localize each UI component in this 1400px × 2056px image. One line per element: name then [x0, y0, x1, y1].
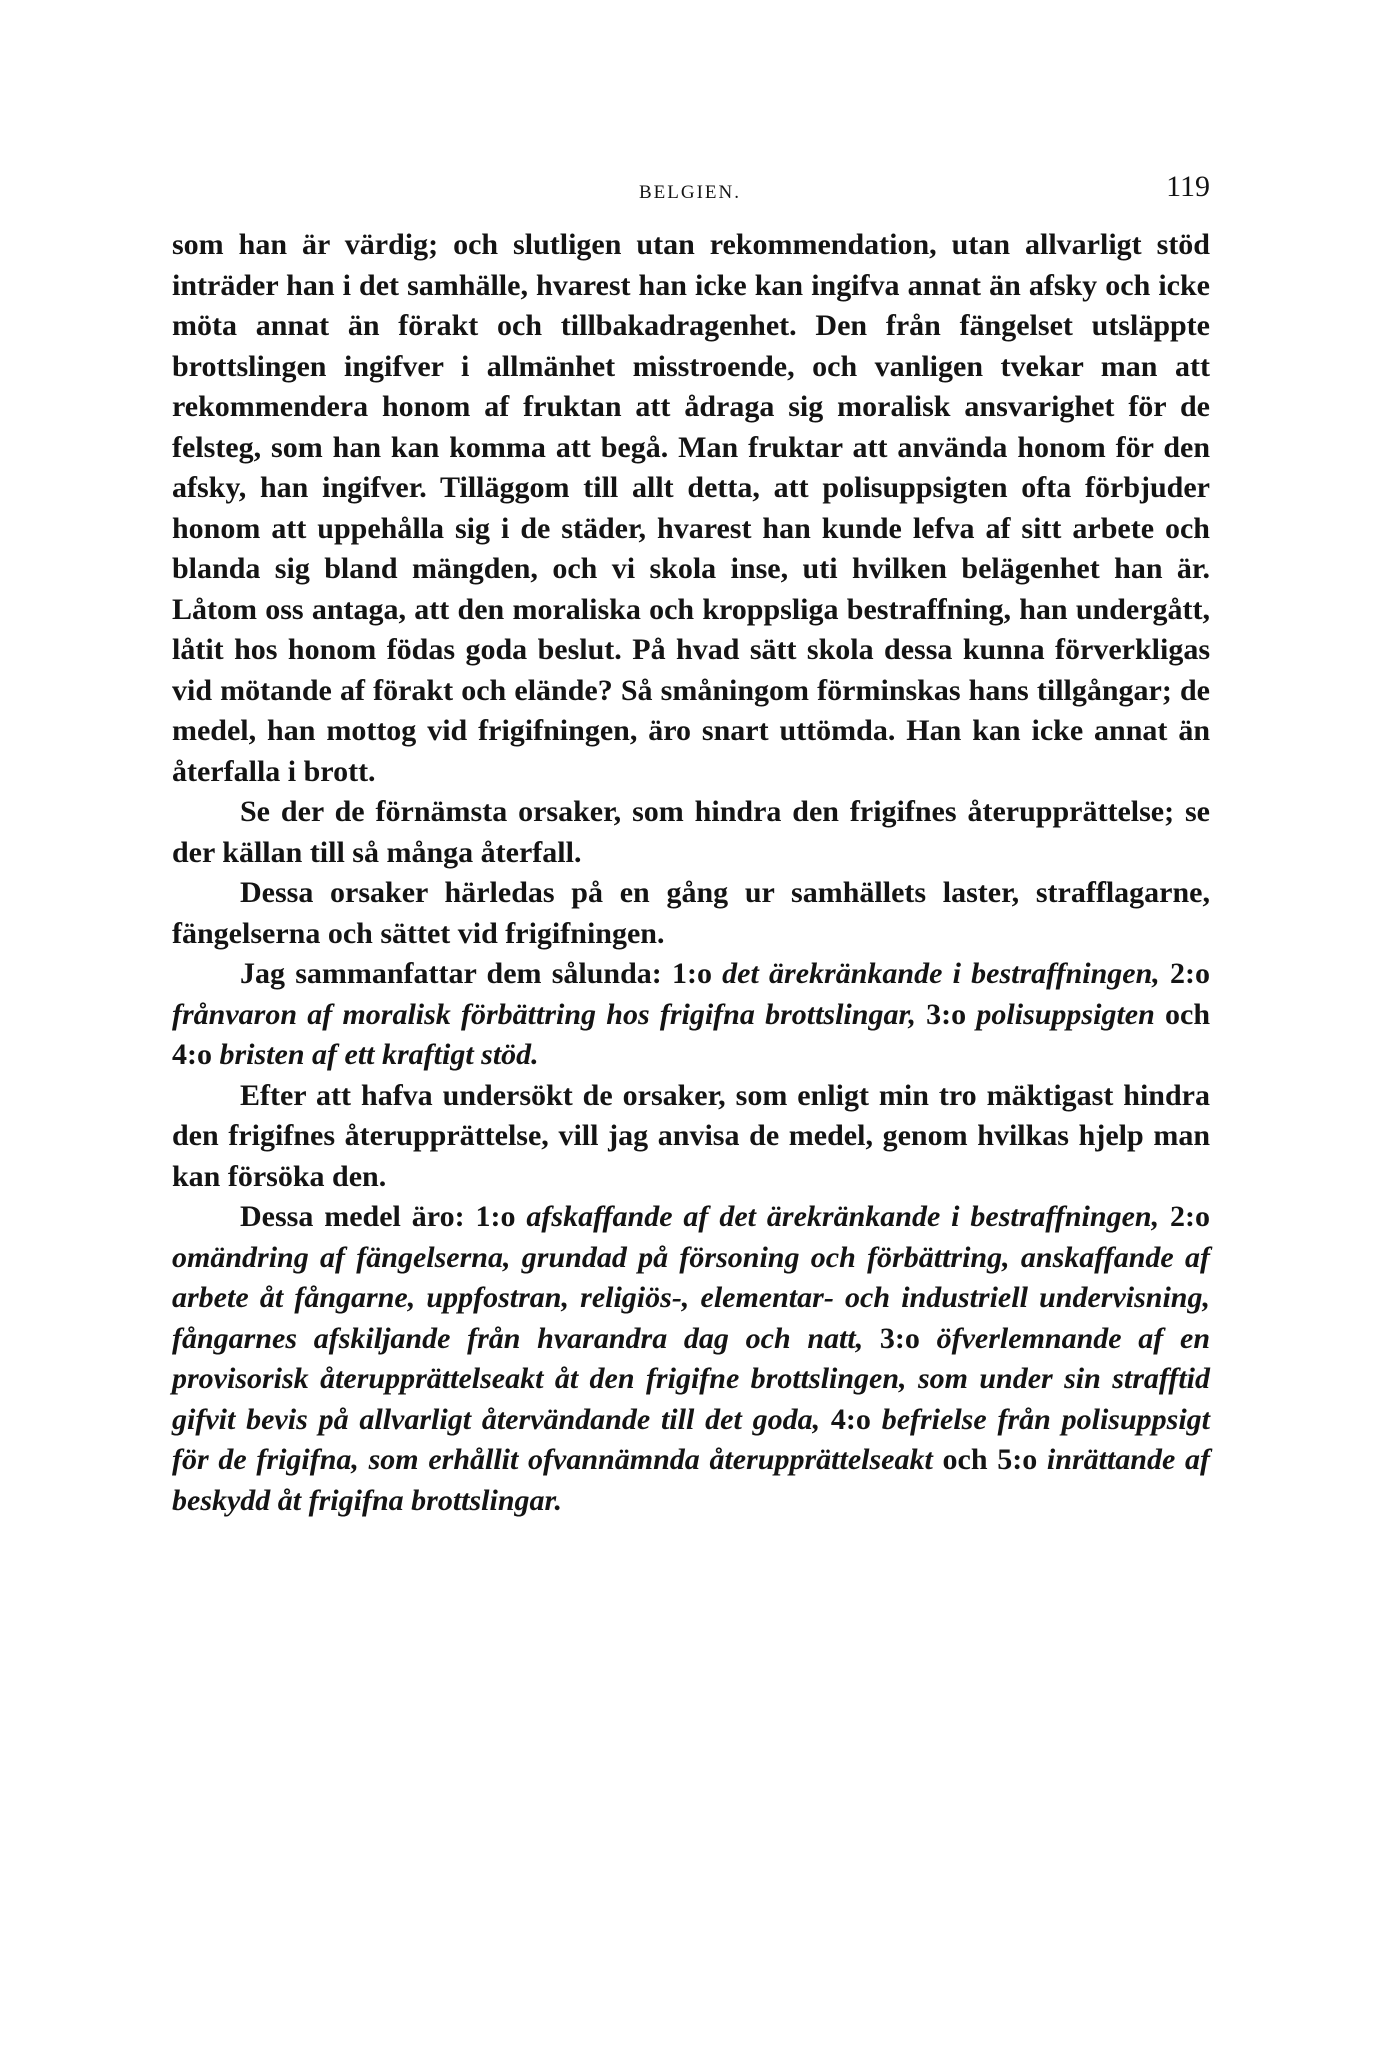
body-text	[172, 225, 1210, 1521]
paragraph-text: som han är värdig; och slutligen utan rekommendation, utan allvarligt stöd inträder han i det samhälle, hvarest han icke kan ingifva annat än afsky och icke möta annat än förakt och tillbakadragenhet. Den från fängelset utsläppte brottslingen ingifver i allmänhet misstroende, och vanligen tvekar man att rekommendera honom af fruktan att ådraga sig moralisk ansvarighet för de felsteg, som han kan komma att begå. Man fruktar att använda honom för den afsky, han ingifver. Tilläggom till allt detta, att polisuppsigten ofta förbjuder honom att uppehålla sig i de städer, hvarest han kunde lefva af sitt arbete och blanda sig bland mängden, och vi skola inse, uti hvilken belägenhet han är. Låtom oss antaga, att den moraliska och kroppsliga bestraffning, han undergått, låtit hos honom födas goda beslut. På hvad sätt skola dessa kunna förverkligas vid mötande af förakt och elände? Så småningom förminskas hans tillgångar; de medel, han mottog vid frigifningen, äro snart uttömda. Han kan icke annat än återfalla i brott.	[172, 228, 1210, 788]
italic-phrase: frånvaron af moralisk förbättring hos frigifna brottslingar,	[172, 997, 916, 1031]
paragraph	[172, 792, 1210, 873]
paragraph-text: Jag sammanfattar dem sålunda: 1:o	[240, 957, 723, 990]
paragraph-text: Efter att hafva undersökt de orsaker, som enligt min tro mäktigast hindra den frigifnes återupprättelse, vill jag anvisa de medel, genom hvilkas hjelp man kan försöka den.	[172, 1078, 1210, 1193]
italic-phrase: bristen af ett kraftigt stöd.	[219, 1038, 539, 1071]
italic-phrase: befrielse från polisuppsigt för de frigifna, som erhållit ofvannämnda återupprättelseakt	[172, 1402, 1210, 1476]
running-title: BELGIEN.	[638, 182, 741, 203]
italic-phrase: omändring af fängelserna, grundad på försoning och förbättring, anskaffande af arbete åt fångarne, uppfostran, religiös-, elementar- och industriell undervisning, fångarnes afskiljande från hvarandra dag och natt,	[172, 1240, 1210, 1355]
italic-phrase: öfverlemnande af en provisorisk återupprättelseakt åt den frigifne brottslingen, som under sin strafftid gifvit bevis på allvarligt återvändande till det goda,	[172, 1321, 1210, 1436]
paragraph	[172, 873, 1210, 954]
paragraph-text: 4:o	[820, 1402, 882, 1436]
paragraph	[172, 1197, 1210, 1521]
paragraph-text: 2:o	[1159, 957, 1210, 990]
paragraph-text: och 5:o	[932, 1443, 1047, 1476]
running-head	[170, 170, 1210, 210]
paragraph	[172, 1076, 1210, 1198]
paragraph-text: 2:o	[1159, 1200, 1210, 1233]
page-number: 119	[1166, 170, 1210, 203]
paragraph-text: 3:o	[915, 997, 977, 1031]
paragraph-text: Dessa medel äro: 1:o	[240, 1200, 527, 1233]
paragraph-text: och 4:o	[172, 997, 1210, 1071]
italic-phrase: afskaffande af det ärekränkande i bestraffningen,	[526, 1200, 1160, 1233]
paragraph-text: 3:o	[863, 1321, 937, 1355]
italic-phrase: det ärekränkande i bestraffningen,	[722, 957, 1160, 990]
paragraph-text: Se der de förnämsta orsaker, som hindra den frigifnes återupprättelse; se der källan till så många återfall.	[172, 795, 1210, 869]
paragraph	[172, 954, 1210, 1076]
italic-phrase: inrättande af beskydd åt frigifna brottslingar.	[172, 1443, 1210, 1517]
paragraph	[172, 225, 1210, 792]
italic-phrase: polisuppsigten	[976, 997, 1155, 1031]
paragraph-text: Dessa orsaker härledas på en gång ur samhällets laster, strafflagarne, fängelserna och sättet vid frigifningen.	[172, 876, 1210, 950]
